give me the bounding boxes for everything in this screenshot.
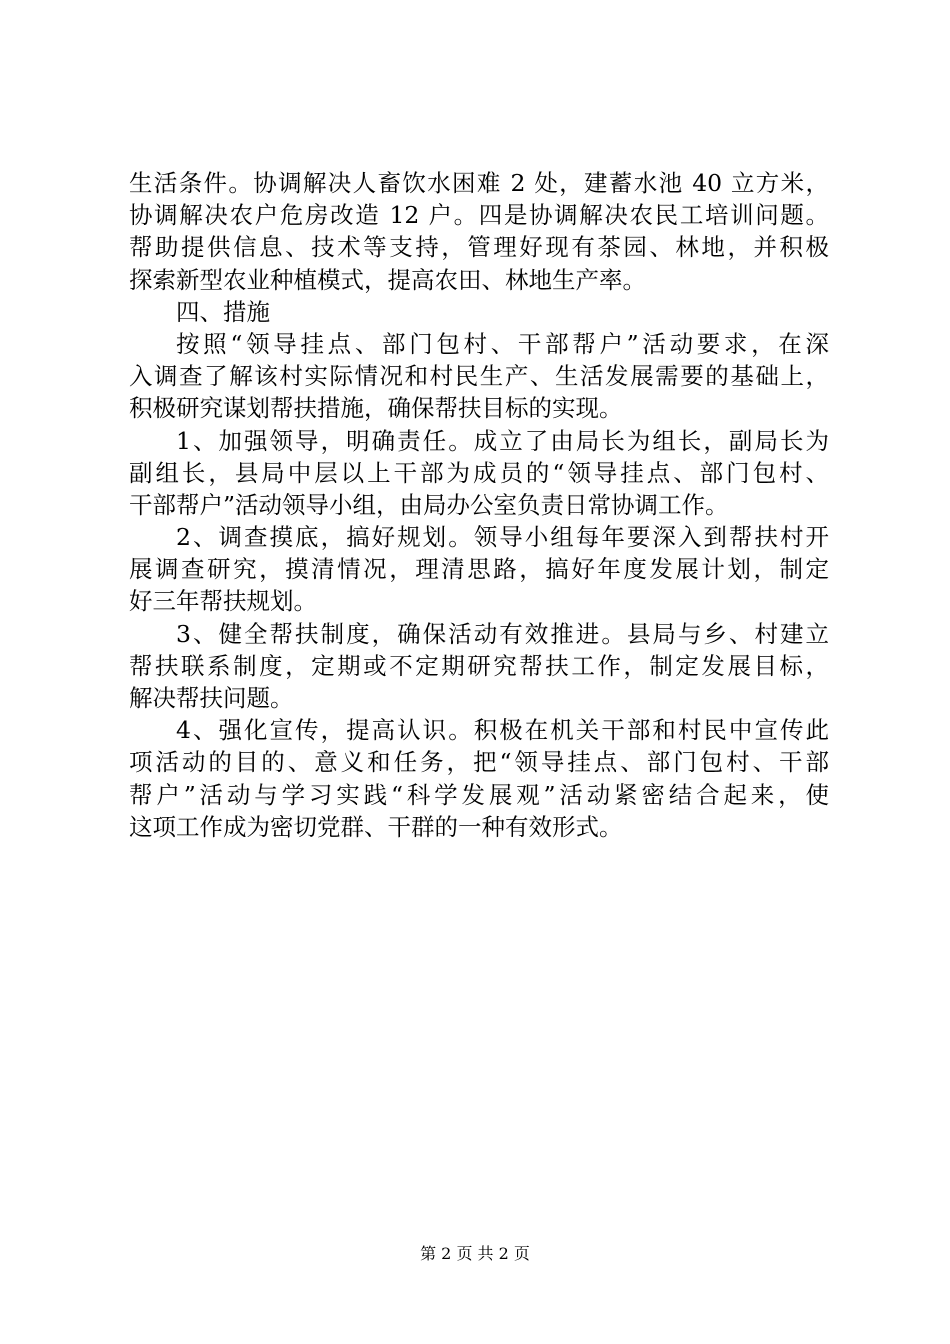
text-line: 帮助提供信息、技术等支持，管理好现有茶园、林地，并积极 — [129, 233, 829, 262]
text-line: 帮户”活动与学习实践“科学发展观”活动紧密结合起来，使 — [129, 780, 829, 809]
text-line: 3、健全帮扶制度，确保活动有效推进。县局与乡、村建立 — [176, 619, 829, 648]
text-line: 展调查研究，摸清情况，理清思路，搞好年度发展计划，制定 — [129, 555, 829, 584]
text-line: 探索新型农业种植模式，提高农田、林地生产率。 — [129, 265, 646, 294]
text-line: 好三年帮扶规划。 — [129, 587, 317, 616]
paragraph-measures-intro — [129, 328, 829, 425]
paragraph-living-conditions — [129, 167, 829, 296]
text-line: 干部帮户”活动领导小组，由局办公室负责日常协调工作。 — [129, 490, 729, 519]
paragraph-measure-1 — [129, 425, 829, 522]
text-line: 入调查了解该村实际情况和村民生产、生活发展需要的基础上， — [129, 362, 829, 391]
page-footer — [0, 1244, 950, 1264]
paragraph-measure-3 — [129, 618, 829, 715]
text-line: 1、加强领导，明确责任。成立了由局长为组长，副局长为 — [176, 426, 829, 455]
text-line: 解决帮扶问题。 — [129, 684, 294, 712]
text-line: 这项工作成为密切党群、干群的一种有效形式。 — [129, 812, 623, 841]
paragraph-measure-4 — [129, 714, 829, 843]
text-line: 副组长，县局中层以上干部为成员的“领导挂点、部门包村、 — [129, 458, 829, 487]
section-heading-measures — [129, 296, 829, 328]
document-body — [129, 167, 829, 843]
text-line: 2、调查摸底，搞好规划。领导小组每年要深入到帮扶村开 — [176, 523, 829, 552]
page-number-label: 第 2 页 共 2 页 — [420, 1244, 530, 1263]
section-heading: 四、措施 — [176, 297, 270, 326]
text-line: 4、强化宣传，提高认识。积极在机关干部和村民中宣传此 — [176, 716, 829, 745]
text-line: 按照“领导挂点、部门包村、干部帮户”活动要求，在深 — [176, 329, 829, 358]
text-line: 帮扶联系制度，定期或不定期研究帮扶工作，制定发展目标， — [129, 651, 829, 680]
text-line: 项活动的目的、意义和任务，把“领导挂点、部门包村、干部 — [129, 748, 829, 777]
text-line: 积极研究谋划帮扶措施，确保帮扶目标的实现。 — [129, 394, 623, 423]
text-line: 生活条件。协调解决人畜饮水困难 2 处，建蓄水池 40 立方米， — [129, 169, 829, 197]
text-line: 协调解决农户危房改造 12 户。四是协调解决农民工培训问题。 — [129, 201, 829, 230]
paragraph-measure-2 — [129, 521, 829, 618]
